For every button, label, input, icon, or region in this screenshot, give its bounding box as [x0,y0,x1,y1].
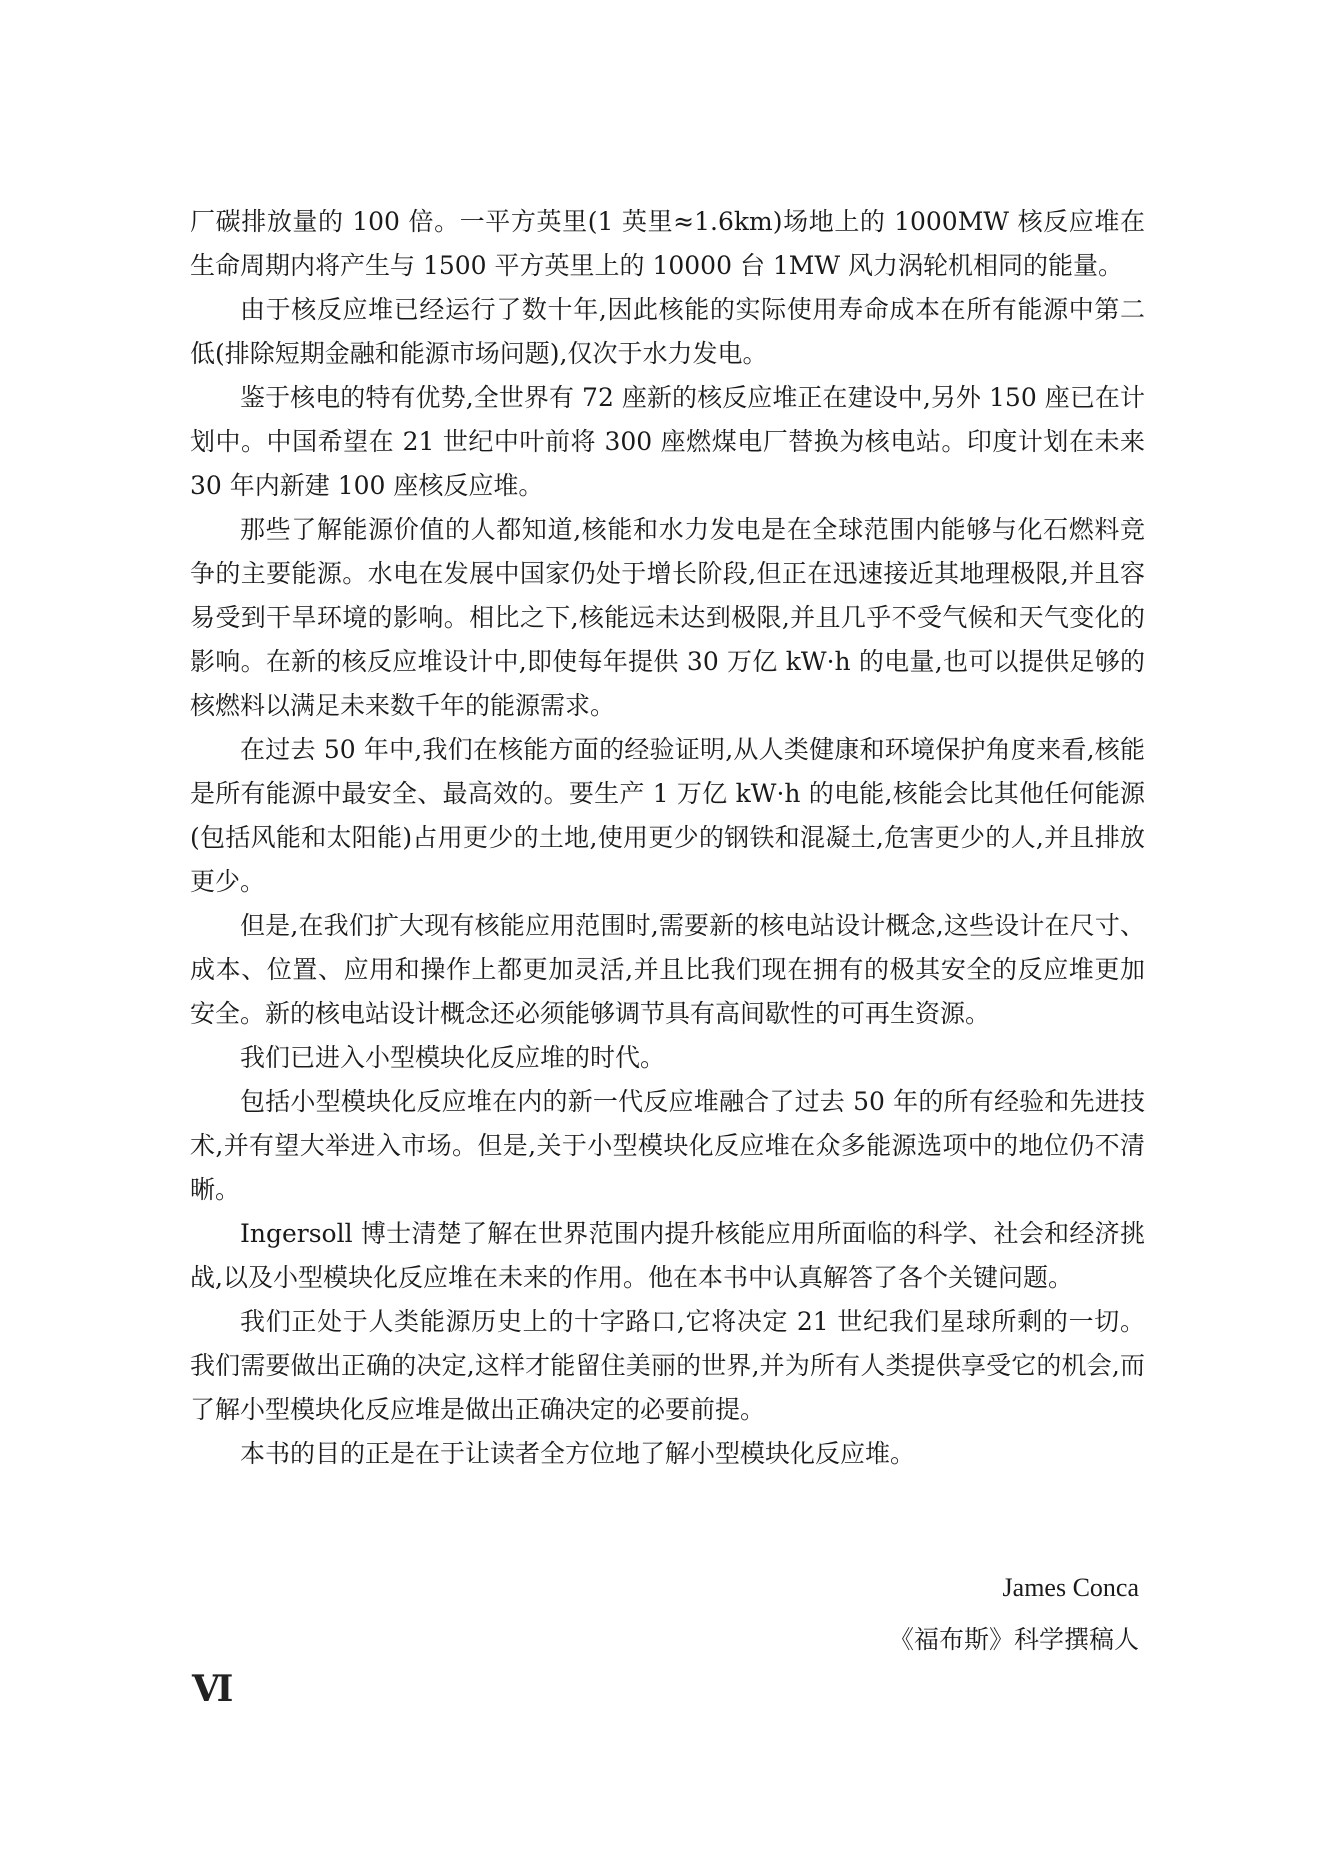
paragraph: 我们已进入小型模块化反应堆的时代。 [240,1043,666,1072]
body-text [190,200,1145,1476]
paragraph: 但是,在我们扩大现有核能应用范围时,需要新的核电站设计概念,这些设计在尺寸、成本、位置、应用和操作上都更加灵活,并且比我们现在拥有的极其安全的反应堆更加安全。新的核电站设计概念还必须能够调节具有高间歇性的可再生资源。 [190,911,1145,1028]
paragraph-continued: 厂碳排放量的 100 倍。一平方英里(1 英里≈1.6km)场地上的 1000MW 核反应堆在生命周期内将产生与 1500 平方英里上的 10000 台 1MW 风力涡轮机相同的能量。 [190,207,1145,280]
paragraph: Ingersoll 博士清楚了解在世界范围内提升核能应用所面临的科学、社会和经济挑战,以及小型模块化反应堆在未来的作用。他在本书中认真解答了各个关键问题。 [190,1219,1145,1292]
paragraph: 鉴于核电的特有优势,全世界有 72 座新的核反应堆正在建设中,另外 150 座已在计划中。中国希望在 21 世纪中叶前将 300 座燃煤电厂替换为核电站。印度计划在未来 30 年内新建 100 座核反应堆。 [190,383,1145,500]
signature [889,1562,1139,1666]
signature-affiliation: 《福布斯》科学撰稿人 [888,1625,1139,1654]
paragraph: 在过去 50 年中,我们在核能方面的经验证明,从人类健康和环境保护角度来看,核能是所有能源中最安全、最高效的。要生产 1 万亿 kW·h 的电能,核能会比其他任何能源(包括风能和太阳能)占用更少的土地,使用更少的钢铁和混凝土,危害更少的人,并且排放更少。 [190,735,1145,896]
signature-author: James Conca [1002,1573,1139,1602]
paragraph: 本书的目的正是在于让读者全方位地了解小型模块化反应堆。 [240,1439,916,1468]
paragraph: 我们正处于人类能源历史上的十字路口,它将决定 21 世纪我们星球所剩的一切。我们需要做出正确的决定,这样才能留住美丽的世界,并为所有人类提供享受它的机会,而了解小型模块化反应堆是做出正确决定的必要前提。 [190,1307,1145,1424]
paragraph: 由于核反应堆已经运行了数十年,因此核能的实际使用寿命成本在所有能源中第二低(排除短期金融和能源市场问题),仅次于水力发电。 [190,295,1145,368]
page-number: Ⅵ [192,1669,235,1709]
paragraph: 包括小型模块化反应堆在内的新一代反应堆融合了过去 50 年的所有经验和先进技术,并有望大举进入市场。但是,关于小型模块化反应堆在众多能源选项中的地位仍不清晰。 [190,1087,1145,1204]
paragraph: 那些了解能源价值的人都知道,核能和水力发电是在全球范围内能够与化石燃料竞争的主要能源。水电在发展中国家仍处于增长阶段,但正在迅速接近其地理极限,并且容易受到干旱环境的影响。相比之下,核能远未达到极限,并且几乎不受气候和天气变化的影响。在新的核反应堆设计中,即使每年提供 30 万亿 kW·h 的电量,也可以提供足够的核燃料以满足未来数千年的能源需求。 [190,515,1145,720]
